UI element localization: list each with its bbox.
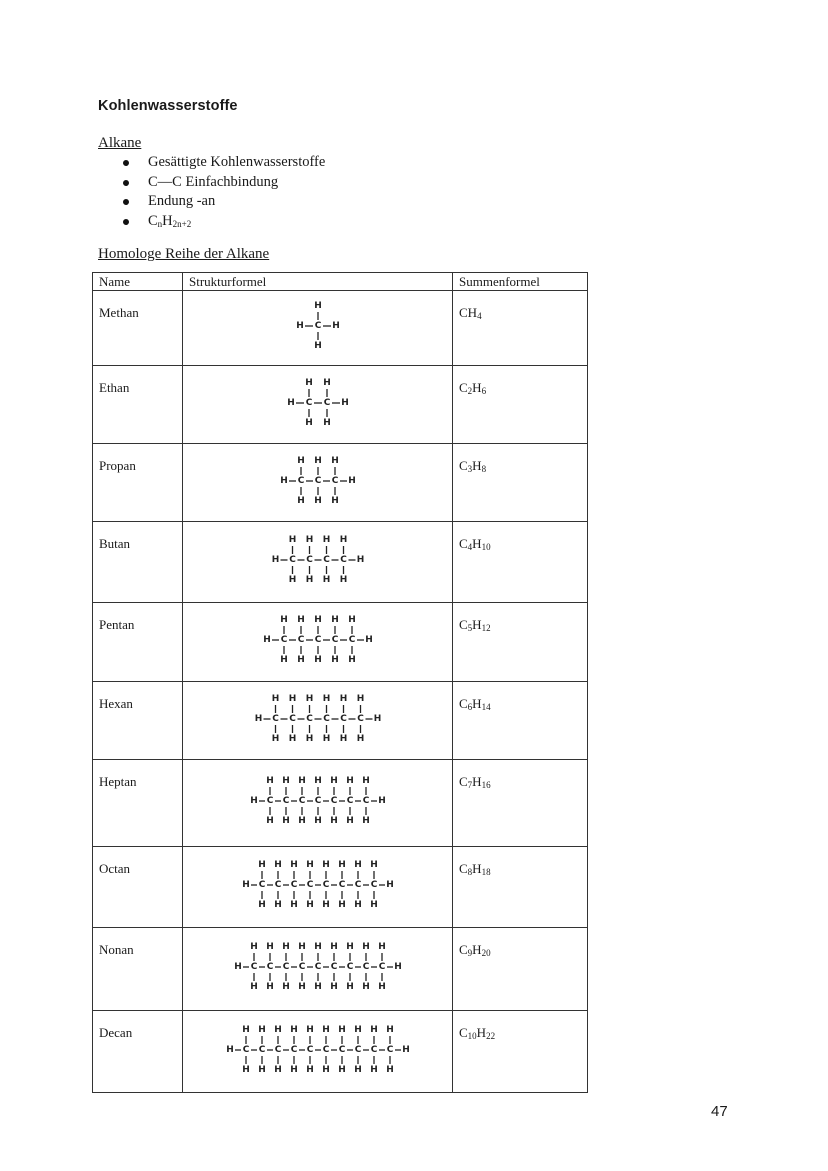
hydrogen-atom: H [331,456,339,466]
hydrogen-atom: H [314,615,322,625]
bullet-icon [123,199,129,205]
alkane-name: Pentan [93,603,183,682]
hydrogen-atom: H [298,942,306,952]
list-item-text: Endung -an [148,193,216,209]
hydrogen-atom: H [305,378,313,388]
hydrogen-atom: H [290,1025,298,1035]
hydrogen-atom: H [271,694,280,704]
carbon-atom: C [346,962,354,972]
alkane-name: Octan [93,847,183,928]
hydrogen-atom: H [271,555,280,565]
hydrogen-atom: H [282,942,290,952]
hydrogen-atom: H [346,816,354,826]
carbon-atom: C [314,635,322,645]
hydrogen-atom: H [370,1065,378,1075]
carbon-atom: C [298,962,306,972]
hydrogen-atom: H [290,1065,298,1075]
hydrogen-atom: H [378,982,386,992]
structural-formula [183,603,453,681]
alkane-name: Methan [93,291,183,366]
hydrogen-atom: H [322,575,331,585]
hydrogen-atom: H [314,496,322,506]
hydrogen-atom: H [322,860,330,870]
hydrogen-atom: H [314,816,322,826]
hydrogen-atom: H [282,816,290,826]
hydrogen-atom: H [258,1065,266,1075]
carbon-atom: C [346,796,354,806]
list-item [98,212,325,232]
hydrogen-atom: H [354,860,362,870]
alkane-name: Heptan [93,760,183,847]
list-item [98,192,325,212]
hydrogen-atom: H [287,398,295,408]
structural-formula-cell [183,291,453,366]
sum-formula: $C_3H_8$ [453,444,588,522]
carbon-atom: C [290,1045,298,1055]
bullet-icon [123,160,129,166]
hydrogen-atom: H [338,900,346,910]
hydrogen-atom: H [254,714,263,724]
hydrogen-atom: H [298,816,306,826]
hydrogen-atom: H [346,776,354,786]
structural-formula-cell [183,366,453,444]
structural-formula-cell [183,522,453,603]
hydrogen-atom: H [348,655,356,665]
carbon-atom: C [242,1045,250,1055]
hydrogen-atom: H [362,942,370,952]
hydrogen-atom: H [234,962,242,972]
carbon-atom: C [258,880,266,890]
hydrogen-atom: H [373,714,382,724]
structural-formula [183,444,453,521]
hydrogen-atom: H [305,734,314,744]
hydrogen-atom: H [298,776,306,786]
table-row [93,928,588,1011]
structural-formula-cell [183,928,453,1011]
carbon-atom: C [323,714,330,724]
hydrogen-atom: H [250,982,258,992]
hydrogen-atom: H [258,900,266,910]
structural-formula-cell [183,847,453,928]
structural-formula [183,682,453,759]
hydrogen-atom: H [332,321,340,331]
hydrogen-atom: H [322,734,331,744]
hydrogen-atom: H [290,900,298,910]
carbon-atom: C [362,796,370,806]
structural-formula [183,1011,453,1092]
table-row [93,760,588,847]
list-item [98,173,325,193]
list-item-text: C—C Einfachbindung [148,173,279,190]
carbon-atom: C [340,714,347,724]
carbon-atom: C [354,1045,362,1055]
page-number: 47 [711,1103,728,1120]
carbon-atom: C [386,1045,394,1055]
carbon-atom: C [338,1045,346,1055]
hydrogen-atom: H [288,734,297,744]
list-item [98,153,325,173]
alkane-table [92,272,588,1093]
hydrogen-atom: H [280,655,288,665]
hydrogen-atom: H [402,1045,410,1055]
structural-formula-cell [183,444,453,522]
carbon-atom: C [258,1045,266,1055]
sum-formula: $C_9H_{20}$ [453,928,588,1011]
hydrogen-atom: H [394,962,402,972]
hydrogen-atom: H [386,1065,394,1075]
hydrogen-atom: H [263,635,271,645]
hydrogen-atom: H [346,942,354,952]
hydrogen-atom: H [242,1065,250,1075]
bullet-icon [123,180,129,186]
carbon-atom: C [370,880,378,890]
hydrogen-atom: H [297,615,305,625]
page-title: Kohlenwasserstoffe [98,98,238,114]
hydrogen-atom: H [306,1065,314,1075]
sum-formula: $CH_4$ [453,291,588,366]
hydrogen-atom: H [314,456,322,466]
column-header-structure: Strukturformel [183,273,453,291]
hydrogen-atom: H [362,982,370,992]
carbon-atom: C [314,321,322,331]
sum-formula: $C_6H_{14}$ [453,682,588,760]
hydrogen-atom: H [258,860,266,870]
alkane-name: Hexan [93,682,183,760]
hydrogen-atom: H [266,776,274,786]
hydrogen-atom: H [356,734,365,744]
hydrogen-atom: H [280,615,288,625]
hydrogen-atom: H [338,1025,346,1035]
carbon-atom: C [274,880,282,890]
table-row [93,366,588,444]
hydrogen-atom: H [322,535,331,545]
hydrogen-atom: H [305,535,314,545]
table-row [93,444,588,522]
hydrogen-atom: H [242,880,250,890]
list-item-text: Gesättigte Kohlenwasserstoffe [148,154,326,170]
hydrogen-atom: H [330,982,338,992]
sum-formula: $C_4H_{10}$ [453,522,588,603]
hydrogen-atom: H [282,776,290,786]
hydrogen-atom: H [226,1045,234,1055]
carbon-atom: C [323,398,331,408]
carbon-atom: C [370,1045,378,1055]
hydrogen-atom: H [314,341,322,351]
hydrogen-atom: H [322,694,331,704]
sum-formula: $C_8H_{18}$ [453,847,588,928]
alkane-name: Propan [93,444,183,522]
carbon-atom: C [378,962,386,972]
hydrogen-atom: H [322,1065,330,1075]
hydrogen-atom: H [378,942,386,952]
carbon-atom: C [340,555,347,565]
hydrogen-atom: H [314,776,322,786]
hydrogen-atom: H [348,615,356,625]
structural-formula [183,847,453,927]
carbon-atom: C [331,635,339,645]
hydrogen-atom: H [322,1025,330,1035]
alkane-name: Butan [93,522,183,603]
hydrogen-atom: H [365,635,373,645]
hydrogen-atom: H [386,1025,394,1035]
hydrogen-atom: H [339,694,348,704]
carbon-atom: C [297,476,305,486]
carbon-atom: C [314,962,322,972]
hydrogen-atom: H [274,1065,282,1075]
hydrogen-atom: H [331,615,339,625]
column-header-name: Name [93,273,183,291]
hydrogen-atom: H [298,982,306,992]
hydrogen-atom: H [266,982,274,992]
carbon-atom: C [298,796,306,806]
alkane-heading: Alkane [98,135,142,151]
hydrogen-atom: H [258,1025,266,1035]
hydrogen-atom: H [331,655,339,665]
general-formula: $C_nH_{2n+2}$ [148,212,192,229]
hydrogen-atom: H [339,535,348,545]
hydrogen-atom: H [314,301,322,311]
hydrogen-atom: H [322,900,330,910]
carbon-atom: C [306,880,314,890]
hydrogen-atom: H [314,655,322,665]
hydrogen-atom: H [330,776,338,786]
carbon-atom: C [330,796,338,806]
hydrogen-atom: H [274,860,282,870]
hydrogen-atom: H [362,816,370,826]
table-row [93,291,588,366]
carbon-atom: C [362,962,370,972]
homologous-series-heading: Homologe Reihe der Alkane [98,246,270,262]
hydrogen-atom: H [266,816,274,826]
carbon-atom: C [289,555,296,565]
carbon-atom: C [280,635,288,645]
hydrogen-atom: H [331,496,339,506]
hydrogen-atom: H [282,982,290,992]
carbon-atom: C [323,555,330,565]
alkane-name: Ethan [93,366,183,444]
alkane-name: Decan [93,1011,183,1093]
structural-formula [183,291,453,365]
hydrogen-atom: H [297,456,305,466]
hydrogen-atom: H [339,734,348,744]
alkane-name: Nonan [93,928,183,1011]
structural-formula-cell [183,603,453,682]
hydrogen-atom: H [348,476,356,486]
hydrogen-atom: H [386,880,394,890]
hydrogen-atom: H [288,535,297,545]
hydrogen-atom: H [266,942,274,952]
structural-formula-cell [183,760,453,847]
hydrogen-atom: H [356,694,365,704]
hydrogen-atom: H [339,575,348,585]
hydrogen-atom: H [330,816,338,826]
hydrogen-atom: H [250,942,258,952]
hydrogen-atom: H [356,555,365,565]
hydrogen-atom: H [288,694,297,704]
carbon-atom: C [322,1045,330,1055]
hydrogen-atom: H [323,378,331,388]
table-row [93,603,588,682]
hydrogen-atom: H [362,776,370,786]
carbon-atom: C [250,962,258,972]
bullet-icon [123,219,129,225]
carbon-atom: C [330,962,338,972]
hydrogen-atom: H [271,734,280,744]
hydrogen-atom: H [314,982,322,992]
hydrogen-atom: H [330,942,338,952]
carbon-atom: C [322,880,330,890]
hydrogen-atom: H [354,900,362,910]
carbon-atom: C [282,962,290,972]
hydrogen-atom: H [306,1025,314,1035]
hydrogen-atom: H [290,860,298,870]
carbon-atom: C [306,1045,314,1055]
structural-formula-cell [183,682,453,760]
carbon-atom: C [289,714,296,724]
table-row [93,847,588,928]
hydrogen-atom: H [305,418,313,428]
carbon-atom: C [314,796,322,806]
hydrogen-atom: H [306,860,314,870]
hydrogen-atom: H [288,575,297,585]
column-header-sum-formula: Summenformel [453,273,588,291]
hydrogen-atom: H [378,796,386,806]
hydrogen-atom: H [338,860,346,870]
carbon-atom: C [331,476,339,486]
carbon-atom: C [357,714,364,724]
hydrogen-atom: H [280,476,288,486]
hydrogen-atom: H [306,900,314,910]
hydrogen-atom: H [296,321,304,331]
structural-formula-cell [183,1011,453,1093]
hydrogen-atom: H [370,900,378,910]
hydrogen-atom: H [297,655,305,665]
carbon-atom: C [338,880,346,890]
hydrogen-atom: H [305,575,314,585]
carbon-atom: C [282,796,290,806]
carbon-atom: C [348,635,356,645]
hydrogen-atom: H [297,496,305,506]
hydrogen-atom: H [370,1025,378,1035]
sum-formula: $C_{10}H_{22}$ [453,1011,588,1093]
carbon-atom: C [266,796,274,806]
carbon-atom: C [314,476,322,486]
sum-formula: $C_5H_{12}$ [453,603,588,682]
hydrogen-atom: H [354,1065,362,1075]
carbon-atom: C [272,714,279,724]
structural-formula [183,366,453,443]
table-row [93,1011,588,1093]
carbon-atom: C [306,714,313,724]
hydrogen-atom: H [242,1025,250,1035]
hydrogen-atom: H [250,796,258,806]
table-header-row [93,273,588,291]
hydrogen-atom: H [323,418,331,428]
structural-formula [183,760,453,846]
table-row [93,682,588,760]
hydrogen-atom: H [314,942,322,952]
hydrogen-atom: H [305,694,314,704]
sum-formula: $C_2H_6$ [453,366,588,444]
hydrogen-atom: H [341,398,349,408]
sum-formula: $C_7H_{16}$ [453,760,588,847]
carbon-atom: C [305,398,313,408]
carbon-atom: C [266,962,274,972]
hydrogen-atom: H [274,900,282,910]
carbon-atom: C [274,1045,282,1055]
hydrogen-atom: H [274,1025,282,1035]
hydrogen-atom: H [370,860,378,870]
carbon-atom: C [290,880,298,890]
structural-formula [183,522,453,602]
carbon-atom: C [297,635,305,645]
table-row [93,522,588,603]
structural-formula [183,928,453,1010]
alkane-properties-list [98,153,325,231]
hydrogen-atom: H [338,1065,346,1075]
hydrogen-atom: H [346,982,354,992]
carbon-atom: C [354,880,362,890]
carbon-atom: C [306,555,313,565]
hydrogen-atom: H [354,1025,362,1035]
